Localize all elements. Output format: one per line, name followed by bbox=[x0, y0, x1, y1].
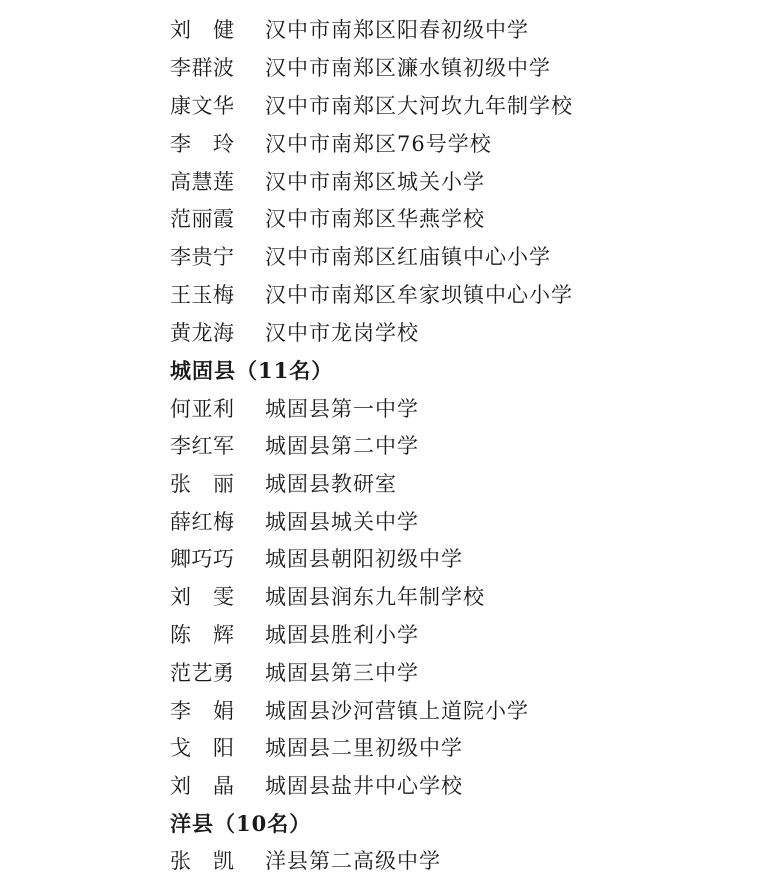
list-item bbox=[0, 540, 783, 578]
section-heading: 洋县（10名） bbox=[170, 811, 312, 836]
school-name: 汉中市南郑区76号学校 bbox=[265, 132, 492, 156]
school-name: 汉中市南郑区濂水镇初级中学 bbox=[265, 56, 551, 80]
teacher-name: 康文华 bbox=[170, 94, 234, 118]
teacher-name: 范艺勇 bbox=[170, 661, 234, 685]
list-item bbox=[0, 49, 783, 87]
teacher-name: 范丽霞 bbox=[170, 207, 234, 231]
list-item bbox=[0, 238, 783, 276]
school-name: 城固县润东九年制学校 bbox=[265, 585, 485, 609]
list-item bbox=[0, 654, 783, 692]
list-item bbox=[0, 276, 783, 314]
teacher-name: 刘 晶 bbox=[170, 774, 234, 798]
school-name: 城固县沙河营镇上道院小学 bbox=[265, 699, 529, 723]
school-name: 汉中市南郑区阳春初级中学 bbox=[265, 18, 529, 42]
list-item bbox=[0, 616, 783, 654]
teacher-name: 黄龙海 bbox=[170, 321, 234, 345]
school-name: 城固县第一中学 bbox=[265, 397, 419, 421]
list-item bbox=[0, 465, 783, 503]
teacher-name: 陈 辉 bbox=[170, 623, 234, 647]
school-name: 汉中市南郑区城关小学 bbox=[265, 170, 485, 194]
school-name: 城固县城关中学 bbox=[265, 510, 419, 534]
list-item bbox=[0, 125, 783, 163]
school-name: 城固县第三中学 bbox=[265, 661, 419, 685]
school-name: 汉中市南郑区华燕学校 bbox=[265, 207, 485, 231]
list-item bbox=[0, 692, 783, 730]
teacher-name: 李群波 bbox=[170, 56, 234, 80]
list-item bbox=[0, 314, 783, 352]
teacher-name: 张 凯 bbox=[170, 849, 234, 873]
teacher-name: 高慧莲 bbox=[170, 170, 234, 194]
teacher-name: 戈 阳 bbox=[170, 736, 234, 760]
school-name: 城固县二里初级中学 bbox=[265, 736, 463, 760]
school-name: 汉中市龙岗学校 bbox=[265, 321, 419, 345]
school-name: 城固县胜利小学 bbox=[265, 623, 419, 647]
list-item bbox=[0, 427, 783, 465]
list-item bbox=[0, 729, 783, 767]
school-name: 城固县盐井中心学校 bbox=[265, 774, 463, 798]
teacher-name: 李 娟 bbox=[170, 699, 234, 723]
school-name: 汉中市南郑区大河坎九年制学校 bbox=[265, 94, 573, 118]
school-name: 汉中市南郑区红庙镇中心小学 bbox=[265, 245, 551, 269]
teacher-name: 刘 健 bbox=[170, 18, 234, 42]
teacher-name: 李红军 bbox=[170, 434, 234, 458]
list-item bbox=[0, 163, 783, 201]
teacher-name: 李贵宁 bbox=[170, 245, 234, 269]
teacher-name: 刘 雯 bbox=[170, 585, 234, 609]
teacher-name: 何亚利 bbox=[170, 397, 234, 421]
teacher-name: 卿巧巧 bbox=[170, 547, 234, 571]
school-name: 洋县第二高级中学 bbox=[265, 849, 441, 873]
teacher-name: 李 玲 bbox=[170, 132, 234, 156]
school-name: 城固县朝阳初级中学 bbox=[265, 547, 463, 571]
school-name: 城固县第二中学 bbox=[265, 434, 419, 458]
teacher-name: 薛红梅 bbox=[170, 510, 234, 534]
list-item bbox=[0, 842, 783, 880]
section-heading: 城固县（11名） bbox=[170, 358, 334, 383]
list-item bbox=[0, 503, 783, 541]
list-item bbox=[0, 11, 783, 49]
list-item bbox=[0, 767, 783, 805]
list-item bbox=[0, 578, 783, 616]
list-item bbox=[0, 87, 783, 125]
teacher-name: 王玉梅 bbox=[170, 283, 234, 307]
school-name: 城固县教研室 bbox=[265, 472, 397, 496]
list-item bbox=[0, 200, 783, 238]
school-name: 汉中市南郑区牟家坝镇中心小学 bbox=[265, 283, 573, 307]
list-item bbox=[0, 390, 783, 428]
teacher-name: 张 丽 bbox=[170, 472, 234, 496]
